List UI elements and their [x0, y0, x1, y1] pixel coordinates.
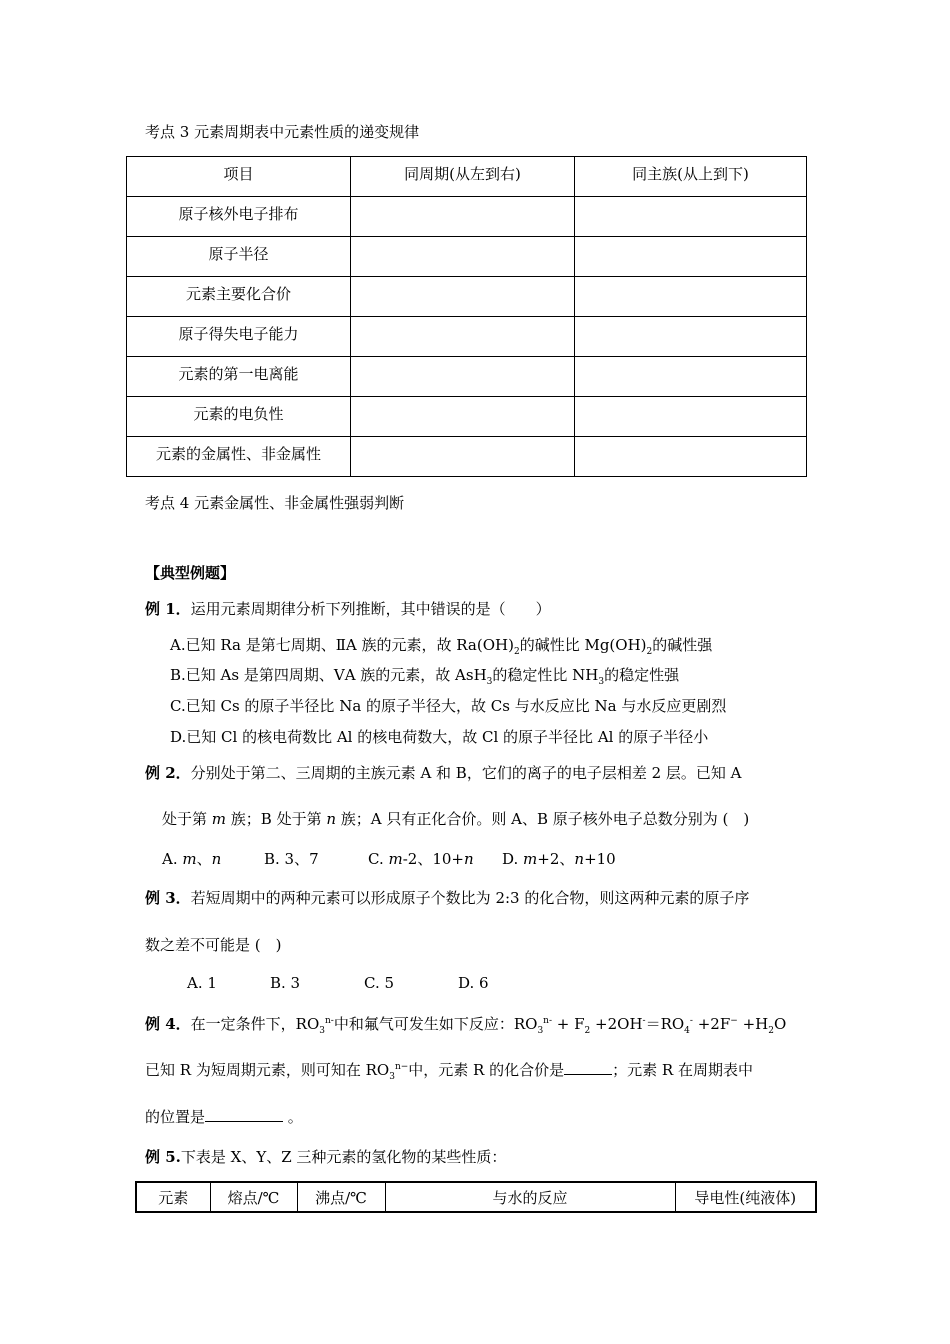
example-4-line-2: 已知 R 为短周期元素，则可知在 $RO_3^{n-}$中，元素 R 的化合价是 ；元素 R 在周期表中	[145, 1061, 753, 1082]
table-cell	[351, 317, 575, 357]
row-label: 元素主要化合价	[127, 277, 351, 317]
table-cell	[575, 397, 807, 437]
header-same-period: 同周期(从左到右)	[351, 157, 575, 197]
header-boiling-point: 沸点/℃	[297, 1182, 385, 1212]
table-row	[127, 317, 807, 357]
example-3-option-d: D. 6	[458, 974, 489, 992]
table-cell	[575, 437, 807, 477]
table-header-row	[127, 157, 807, 197]
example-1-stem	[145, 598, 551, 619]
header-element: 元素	[136, 1182, 210, 1212]
example-1-label: 例 1．	[145, 600, 191, 618]
hydride-properties-table	[135, 1181, 817, 1213]
example-2-line-2: 处于第 m 族；B 处于第 n 族；A 只有正化合价。则 A、B 原子核外电子总数分别为 ( )	[162, 810, 750, 828]
example-1-question: 运用元素周期律分析下列推断，其中错误的是（ ）	[190, 600, 551, 618]
example-3-label: 例 3．	[145, 889, 191, 907]
section-title-4: 考点 4 元素金属性、非金属性强弱判断	[145, 494, 405, 512]
table-cell	[351, 237, 575, 277]
table-cell	[575, 237, 807, 277]
example-3-option-a: A. 1	[187, 974, 217, 992]
example-1-option-c: C.已知 Cs 的原子半径比 Na 的原子半径大，故 Cs 与水反应比 Na 与水反应更剧烈	[170, 697, 727, 715]
valence-answer-blank[interactable]	[564, 1059, 612, 1075]
table-cell	[351, 357, 575, 397]
row-label: 元素的电负性	[127, 397, 351, 437]
table-cell	[351, 437, 575, 477]
example-5-label: 例 5.	[145, 1148, 181, 1166]
header-reaction-with-water: 与水的反应	[385, 1182, 675, 1212]
example-4-label: 例 4．	[145, 1015, 191, 1033]
header-item: 项目	[127, 157, 351, 197]
table-row	[127, 437, 807, 477]
examples-heading: 【典型例题】	[145, 564, 236, 582]
example-2-option-b: B. 3、7	[264, 850, 319, 868]
example-2-label: 例 2．	[145, 764, 191, 782]
table-cell	[351, 277, 575, 317]
row-label: 原子得失电子能力	[127, 317, 351, 357]
example-3-line-2: 数之差不可能是 ( )	[145, 936, 282, 954]
table-row	[127, 277, 807, 317]
table-cell	[575, 197, 807, 237]
example-3-line-1: 例 3．若短周期中的两种元素可以形成原子个数比为 2:3 的化合物，则这两种元素的原子序	[145, 889, 750, 907]
example-2-option-d: D. m+2、n+10	[502, 850, 616, 868]
header-conductivity: 导电性(纯液体)	[675, 1182, 816, 1212]
example-3-option-c: C. 5	[364, 974, 395, 992]
example-2-option-a: A. m、n	[162, 850, 222, 868]
header-same-group: 同主族(从上到下)	[575, 157, 807, 197]
row-label: 原子半径	[127, 237, 351, 277]
example-3-option-b: B. 3	[270, 974, 301, 992]
example-1-option-a: A.已知 Ra 是第七周期、ⅡA 族的元素，故 $Ra(OH)_2$的碱性比 $Mg(OH)_2$的碱性强	[170, 636, 713, 657]
example-1-option-d: D.已知 Cl 的核电荷数比 Al 的核电荷数大，故 Cl 的原子半径比 Al 的原子半径小	[170, 728, 709, 746]
example-5-stem: 例 5.下表是 X、Y、Z 三种元素的氢化物的某些性质：	[145, 1148, 507, 1166]
table-header-row	[136, 1182, 816, 1212]
table-row	[127, 357, 807, 397]
table-cell	[575, 317, 807, 357]
periodic-trends-table	[126, 156, 807, 477]
table-cell	[351, 197, 575, 237]
header-melting-point: 熔点/℃	[210, 1182, 297, 1212]
table-row	[127, 197, 807, 237]
row-label: 原子核外电子排布	[127, 197, 351, 237]
example-2-line-1: 例 2．分别处于第二、三周期的主族元素 A 和 B，它们的离子的电子层相差 2 层。已知 A	[145, 764, 742, 782]
row-label: 元素的第一电离能	[127, 357, 351, 397]
table-cell	[575, 357, 807, 397]
example-1-option-b: B.已知 As 是第四周期、ⅤA 族的元素，故 AsH$_3$的稳定性比 $NH_3$的稳定性强	[170, 666, 680, 687]
example-4-line-1: 例 4．在一定条件下，$RO_3^{n-}$中和氟气可发生如下反应：$RO_3^{n-} + F_2 +2OH^-=RO_4^- +2F^- +H_2O$	[145, 1015, 787, 1036]
example-2-option-c: C. m-2、10+n	[368, 850, 474, 868]
example-4-line-3: 的位置是 。	[145, 1108, 303, 1126]
row-label: 元素的金属性、非金属性	[127, 437, 351, 477]
table-row	[127, 237, 807, 277]
table-cell	[351, 397, 575, 437]
table-cell	[575, 277, 807, 317]
position-answer-blank[interactable]	[205, 1106, 283, 1122]
section-title-3: 考点 3 元素周期表中元素性质的递变规律	[145, 123, 420, 141]
table-row	[127, 397, 807, 437]
